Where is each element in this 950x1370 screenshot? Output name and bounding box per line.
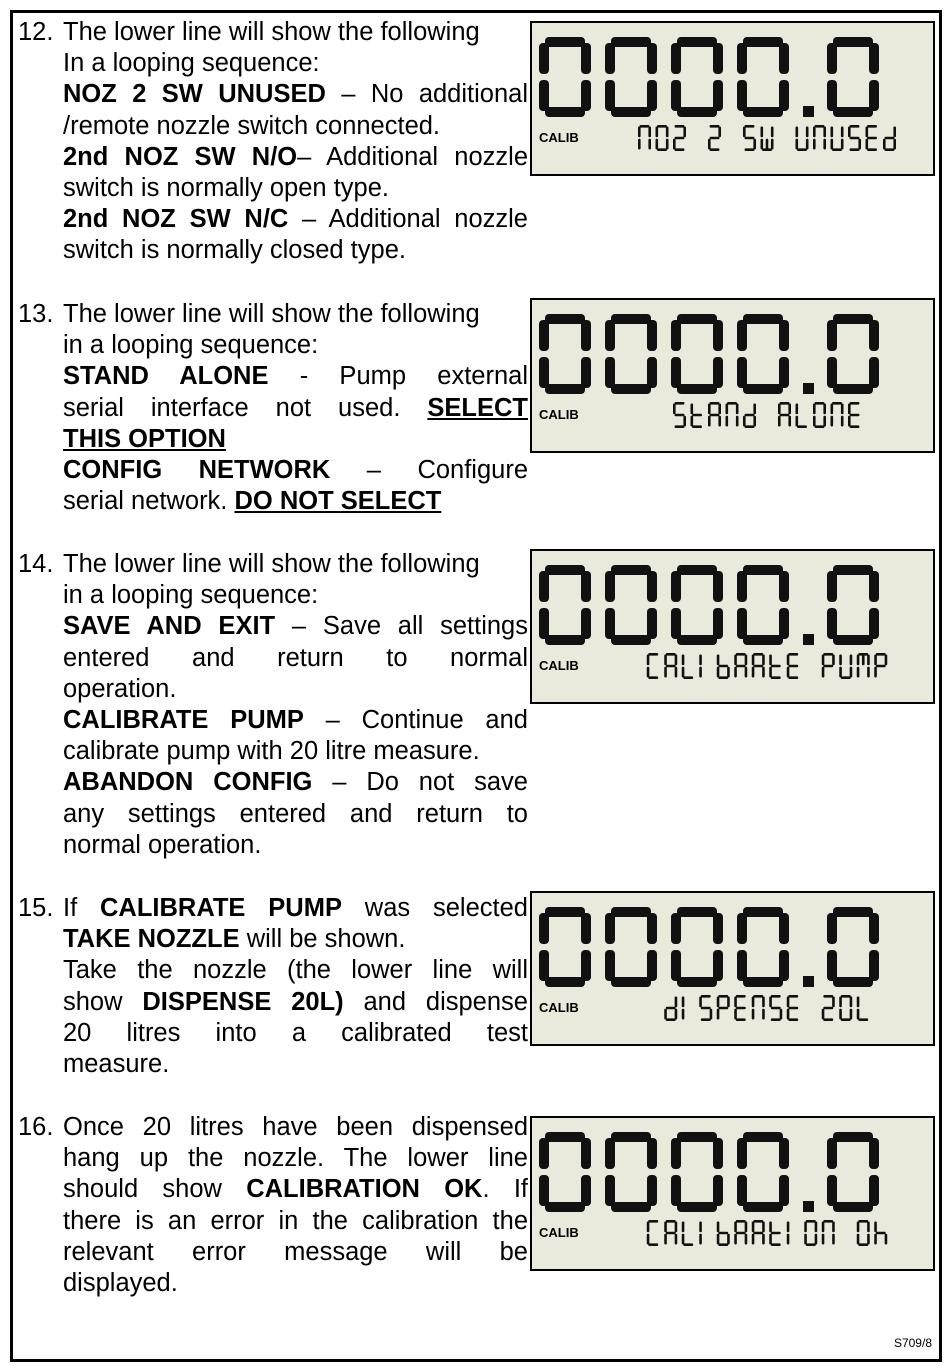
- step-16: [18, 1112, 528, 1299]
- lcd-char: [682, 997, 685, 1020]
- lcd-char: [822, 995, 835, 1021]
- lcd-char: [796, 404, 807, 428]
- lcd-char: [647, 1220, 658, 1246]
- step-number: 14.: [18, 550, 54, 578]
- lcd-char: [673, 402, 686, 428]
- option-term: CALIBRATE PUMP: [63, 706, 304, 735]
- lcd-char: [752, 1220, 765, 1244]
- option-term: SAVE AND EXIT: [63, 612, 276, 641]
- option-desc: serial interface not used.: [63, 393, 428, 422]
- intro-line: in a looping sequence:: [63, 581, 319, 610]
- lcd-digit: [737, 1132, 789, 1212]
- lcd-digit: [539, 565, 591, 645]
- option-desc: – No additional: [325, 80, 528, 109]
- option-desc: - Pump external: [268, 362, 528, 391]
- option-term: CONFIG NETWORK: [63, 456, 331, 485]
- lcd-digit: [827, 37, 879, 117]
- calib-indicator: CALIB: [539, 130, 579, 145]
- option-line: [63, 142, 528, 173]
- text-span: should show: [63, 1175, 247, 1204]
- option-desc: entered and return to normal: [63, 643, 528, 672]
- step-body: [63, 17, 528, 267]
- lcd-digit: [539, 907, 591, 987]
- lcd-char: [822, 653, 835, 677]
- lcd-char: [796, 127, 809, 151]
- lcd-char: [734, 995, 745, 1021]
- option-desc: – Configure: [330, 456, 529, 485]
- option-desc: switch is normally open type.: [63, 174, 389, 203]
- lcd-char: [647, 653, 658, 679]
- option-desc: calibrate pump with 20 litre measure.: [63, 737, 480, 766]
- step-number: 15.: [18, 894, 54, 922]
- decimal-point: [803, 106, 814, 117]
- lcd-char: [848, 125, 861, 151]
- intro-line: The lower line will show the following: [63, 300, 480, 328]
- lcd-digit: [671, 314, 723, 394]
- text-line: [63, 893, 528, 924]
- lcd-char: [664, 997, 677, 1021]
- option-desc: serial network.: [63, 487, 235, 516]
- text-span: and dispense: [343, 987, 528, 1016]
- lcd-char: [874, 653, 887, 677]
- option-line: [63, 79, 528, 110]
- option-line: [63, 393, 528, 424]
- step-body: [63, 549, 528, 861]
- lcd-display-13: [530, 298, 935, 453]
- step-body: [63, 1112, 528, 1299]
- option-desc: – Save all settings: [275, 612, 528, 641]
- lcd-digit: [605, 565, 657, 645]
- lcd-main-digits: [537, 1130, 932, 1215]
- lcd-char: [769, 655, 780, 679]
- do-not-select-emphasis: DO NOT SELECT: [234, 487, 442, 516]
- option-desc: – Additional nozzle: [297, 142, 529, 171]
- lcd-char: [778, 402, 791, 426]
- option-line: [63, 767, 528, 798]
- calib-indicator: CALIB: [539, 407, 579, 422]
- bold-term: CALIBRATE PUMP: [100, 894, 342, 922]
- option-desc: /remote nozzle switch connected.: [63, 111, 441, 140]
- lcd-lower-line: [602, 646, 932, 686]
- select-emphasis: SELECT: [427, 393, 528, 422]
- lcd-char: [787, 995, 798, 1021]
- step-15: [18, 893, 528, 1080]
- text-span: If: [63, 894, 101, 922]
- lcd-digit: [827, 314, 879, 394]
- option-line: [63, 204, 528, 235]
- lcd-char: [883, 127, 896, 151]
- text-line: displayed.: [63, 1269, 178, 1298]
- lcd-char: [717, 995, 730, 1019]
- intro-line: The lower line will show the following: [63, 18, 480, 46]
- option-line: [63, 705, 528, 736]
- lcd-char: [752, 995, 765, 1019]
- option-desc: – Additional nozzle: [288, 205, 528, 234]
- lcd-lower-line: [602, 988, 932, 1028]
- intro-line: In a looping sequence:: [63, 49, 320, 78]
- intro-line: in a looping sequence:: [63, 331, 319, 360]
- text-line: [63, 924, 528, 955]
- lcd-char: [638, 125, 651, 149]
- step-body: [63, 299, 528, 517]
- lcd-display-14: [530, 549, 935, 704]
- option-desc: any settings entered and return to: [63, 799, 528, 828]
- text-line: hang up the nozzle. The lower line: [63, 1144, 528, 1173]
- lcd-char: [664, 653, 677, 677]
- lcd-char: [708, 125, 721, 151]
- lcd-display-12: [530, 21, 935, 176]
- text-span: . If: [482, 1175, 529, 1204]
- lcd-digit: [671, 1132, 723, 1212]
- lcd-char: [822, 1220, 835, 1244]
- lcd-char: [848, 402, 859, 428]
- lcd-digit: [605, 314, 657, 394]
- lcd-char: [761, 127, 774, 151]
- lcd-digit: [605, 37, 657, 117]
- lcd-lower-line: [602, 395, 932, 435]
- lcd-char: [673, 125, 686, 151]
- option-term: 2nd NOZ SW N/C: [63, 205, 289, 234]
- option-line: [63, 455, 528, 486]
- decimal-point: [803, 634, 814, 645]
- lcd-char: [656, 125, 669, 151]
- lcd-char: [831, 402, 844, 426]
- lcd-char: [804, 1220, 817, 1246]
- lcd-lower-line: [602, 1213, 932, 1253]
- text-line: relevant error message will be: [63, 1237, 528, 1266]
- step-body: [63, 893, 528, 1080]
- text-line: [63, 987, 528, 1018]
- lcd-char: [831, 127, 844, 151]
- lcd-char: [866, 125, 877, 151]
- lcd-char: [857, 997, 868, 1021]
- option-desc: switch is normally closed type.: [63, 236, 406, 265]
- option-term: NOZ 2 SW UNUSED: [63, 80, 326, 109]
- lcd-char: [839, 655, 852, 679]
- lcd-char: [752, 653, 765, 677]
- lcd-char: [682, 655, 693, 679]
- step-13: [18, 299, 528, 517]
- lcd-char: [699, 655, 702, 678]
- lcd-digit: [671, 37, 723, 117]
- lcd-char: [708, 402, 721, 426]
- lcd-char: [717, 1222, 730, 1246]
- lcd-char: [813, 125, 826, 149]
- lcd-digit: [827, 565, 879, 645]
- lcd-digit: [539, 1132, 591, 1212]
- lcd-char: [682, 1222, 693, 1246]
- lcd-digit: [605, 1132, 657, 1212]
- calib-indicator: CALIB: [539, 658, 579, 673]
- select-emphasis: THIS OPTION: [63, 424, 226, 453]
- calib-indicator: CALIB: [539, 1000, 579, 1015]
- option-term: STAND ALONE: [63, 362, 269, 391]
- text-line: 20 litres into a calibrated test: [63, 1018, 528, 1047]
- lcd-display-15: [530, 891, 935, 1046]
- option-line: [63, 361, 528, 392]
- step-number: 16.: [18, 1113, 54, 1141]
- lcd-digit: [827, 907, 879, 987]
- lcd-char: [857, 653, 870, 677]
- step-number: 12.: [18, 18, 54, 46]
- option-line: [63, 611, 528, 642]
- lcd-main-digits: [537, 905, 932, 990]
- text-line: measure.: [63, 1050, 170, 1079]
- lcd-digit: [827, 1132, 879, 1212]
- lcd-digit: [605, 907, 657, 987]
- calib-indicator: CALIB: [539, 1225, 579, 1240]
- lcd-char: [699, 1222, 702, 1245]
- option-term: 2nd NOZ SW N/O: [63, 142, 298, 171]
- lcd-main-digits: [537, 312, 932, 397]
- bold-term: DISPENSE 20L): [142, 987, 344, 1016]
- lcd-char: [743, 404, 756, 428]
- lcd-char: [839, 995, 852, 1021]
- text-span: was selected: [341, 894, 528, 922]
- lcd-digit: [671, 907, 723, 987]
- lcd-char: [787, 1222, 790, 1245]
- lcd-main-digits: [537, 563, 932, 648]
- lcd-char: [734, 653, 747, 677]
- lcd-char: [691, 404, 702, 428]
- lcd-digit: [671, 565, 723, 645]
- lcd-char: [699, 995, 712, 1021]
- page-reference: S709/8: [893, 1336, 932, 1350]
- lcd-digit: [737, 565, 789, 645]
- lcd-char: [769, 995, 782, 1021]
- lcd-digit: [737, 37, 789, 117]
- decimal-point: [803, 1201, 814, 1212]
- decimal-point: [803, 976, 814, 987]
- lcd-digit: [737, 907, 789, 987]
- lcd-char: [664, 1220, 677, 1244]
- lcd-char: [769, 1222, 780, 1246]
- lcd-char: [743, 125, 756, 151]
- lcd-display-16: [530, 1116, 935, 1271]
- lcd-char: [857, 1220, 870, 1246]
- lcd-char: [726, 402, 739, 426]
- lcd-char: [734, 1220, 747, 1244]
- text-line: there is an error in the calibration the: [63, 1206, 528, 1235]
- option-desc: normal operation.: [63, 830, 262, 859]
- text-line: Once 20 litres have been dispensed: [63, 1113, 528, 1141]
- decimal-point: [803, 383, 814, 394]
- option-desc: – Do not save: [312, 768, 528, 797]
- lcd-main-digits: [537, 35, 932, 120]
- lcd-char: [813, 402, 826, 428]
- step-12: [18, 17, 528, 267]
- option-line: [63, 486, 528, 517]
- text-line: [63, 1174, 528, 1205]
- text-line: Take the nozzle (the lower line will: [63, 956, 528, 985]
- lcd-char: [717, 655, 730, 679]
- lcd-lower-line: [602, 118, 932, 158]
- step-14: [18, 549, 528, 861]
- lcd-char: [874, 1222, 887, 1245]
- bold-term: TAKE NOZZLE: [63, 925, 240, 954]
- option-term: ABANDON CONFIG: [63, 768, 313, 797]
- lcd-digit: [539, 314, 591, 394]
- intro-line: The lower line will show the following: [63, 550, 480, 578]
- option-desc: operation.: [63, 674, 177, 703]
- text-span: will be shown.: [239, 925, 406, 954]
- lcd-digit: [539, 37, 591, 117]
- step-number: 13.: [18, 300, 54, 328]
- option-desc: – Continue and: [303, 706, 528, 735]
- lcd-digit: [737, 314, 789, 394]
- text-span: show: [63, 987, 143, 1016]
- bold-term: CALIBRATION OK: [246, 1175, 483, 1204]
- lcd-char: [787, 653, 798, 679]
